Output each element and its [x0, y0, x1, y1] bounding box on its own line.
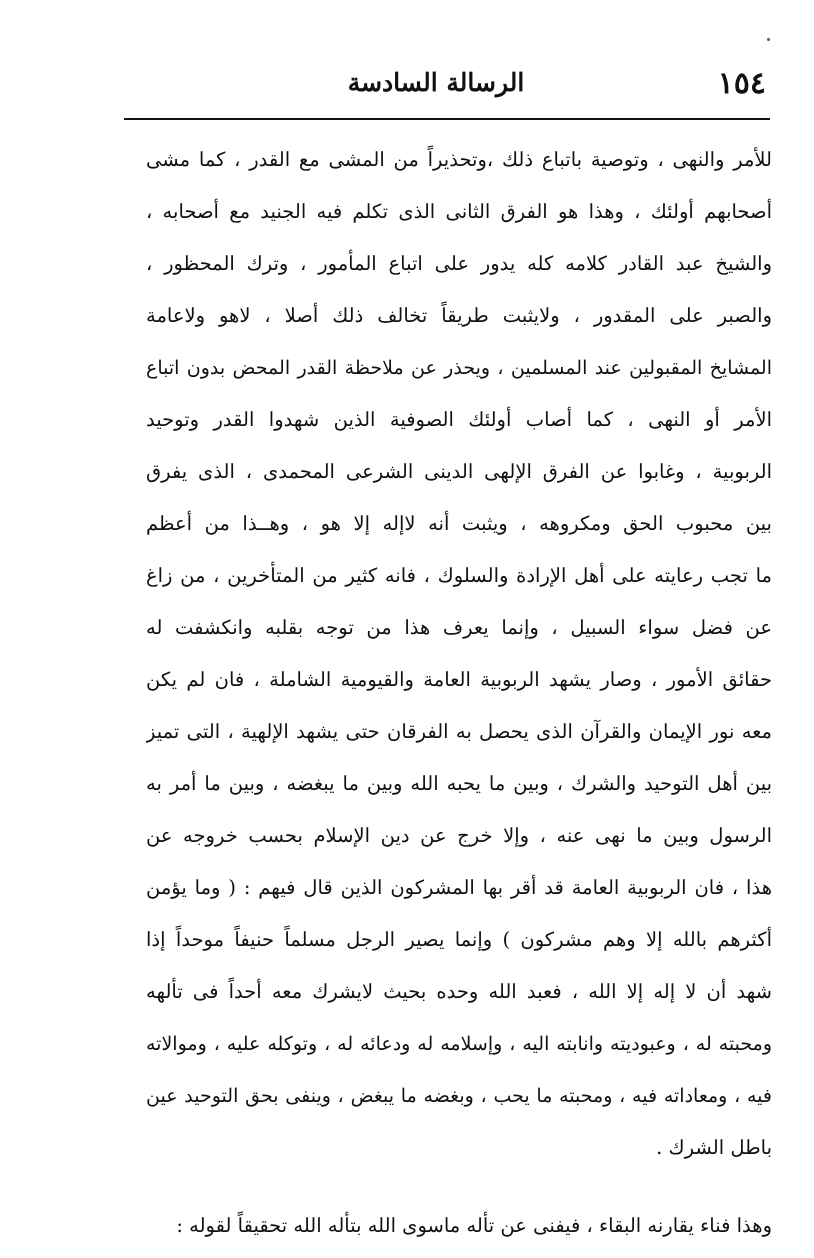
- text-line: هذا ، فان الربوبية العامة قد أقر بها المشركون الذين قال فيهم : ( وما يؤمن: [146, 876, 772, 899]
- text-line: والصبر على المقدور ، ولايثبت طريقاً تخالف ذلك أصلا ، لاهو ولاعامة: [146, 304, 772, 327]
- text-line: الرسول وبين ما نهى عنه ، وإلا خرج عن دين الإسلام بحسب خروجه عن: [146, 824, 772, 847]
- text-line: معه نور الإيمان والقرآن الذى يحصل به الفرقان حتى يشهد الإلهية ، التى تميز: [146, 720, 772, 743]
- page-body: [146, 140, 772, 1258]
- text-line: بين محبوب الحق ومكروهه ، ويثبت أنه لاإله إلا هو ، وهــذا من أعظم: [146, 512, 772, 535]
- text-line: بين أهل التوحيد والشرك ، وبين ما يحبه الله وبين ما يبغضه ، وبين ما أمر به: [146, 772, 772, 795]
- text-line: الربوبية ، وغابوا عن الفرق الإلهى الدينى الشرعى المحمدى ، الذى يفرق: [146, 460, 772, 483]
- text-line: الأمر أو النهى ، كما أصاب أولئك الصوفية الذين شهدوا القدر وتوحيد: [146, 408, 772, 431]
- text-line: للأمر والنهى ، وتوصية باتباع ذلك ،وتحذيراً من المشى مع القدر ، كما مشى: [146, 148, 772, 171]
- text-line: عن فضل سواء السبيل ، وإنما يعرف هذا من توجه بقلبه وانكشفت له: [146, 616, 772, 639]
- scan-speck: [767, 38, 770, 41]
- page-header: [126, 60, 766, 104]
- header-rule: [124, 118, 770, 120]
- text-line: المشايخ المقبولين عند المسلمين ، ويحذر عن ملاحظة القدر المحض بدون اتباع: [146, 357, 772, 379]
- text-line: أصحابهم أولئك ، وهذا هو الفرق الثانى الذى تكلم فيه الجنيد مع أصحابه ،: [146, 200, 772, 223]
- text-line: شهد أن لا إله إلا الله ، فعبد الله وحده بحيث لايشرك معه أحداً فى تألهه: [146, 980, 772, 1003]
- text-line: باطل الشرك .: [656, 1136, 772, 1159]
- paragraph-1: [146, 140, 772, 1180]
- text-line: حقائق الأمور ، وصار يشهد الربوبية العامة والقيومية الشاملة ، فان لم يكن: [146, 668, 772, 691]
- paragraph-2: [146, 1206, 772, 1258]
- text-line: ما تجب رعايته على أهل الإرادة والسلوك ، فانه كثير من المتأخرين ، من زاغ: [146, 564, 772, 587]
- paragraph-gap: [146, 1180, 772, 1206]
- text-line: فيه ، ومعاداته فيه ، ومحبته ما يحب ، وبغضه ما يبغض ، وينفى بحق التوحيد عين: [146, 1085, 772, 1107]
- text-line: ومحبته له ، وعبوديته وانابته اليه ، وإسلامه له ودعائه له ، وتوكله عليه ، وموالاته: [146, 1033, 772, 1055]
- text-line: أكثرهم بالله إلا وهم مشركون ) وإنما يصير الرجل مسلماً حنيفاً موحداً إذا: [146, 928, 772, 951]
- text-line: والشيخ عبد القادر كلامه كله يدور على اتباع المأمور ، وترك المحظور ،: [146, 252, 772, 275]
- page-number: ١٥٤: [717, 66, 766, 101]
- running-title: الرسالة السادسة: [347, 68, 525, 97]
- text-line: وهذا فناء يقارنه البقاء ، فيفنى عن تأله ماسوى الله بتأله الله تحقيقاً لقوله :: [176, 1214, 772, 1237]
